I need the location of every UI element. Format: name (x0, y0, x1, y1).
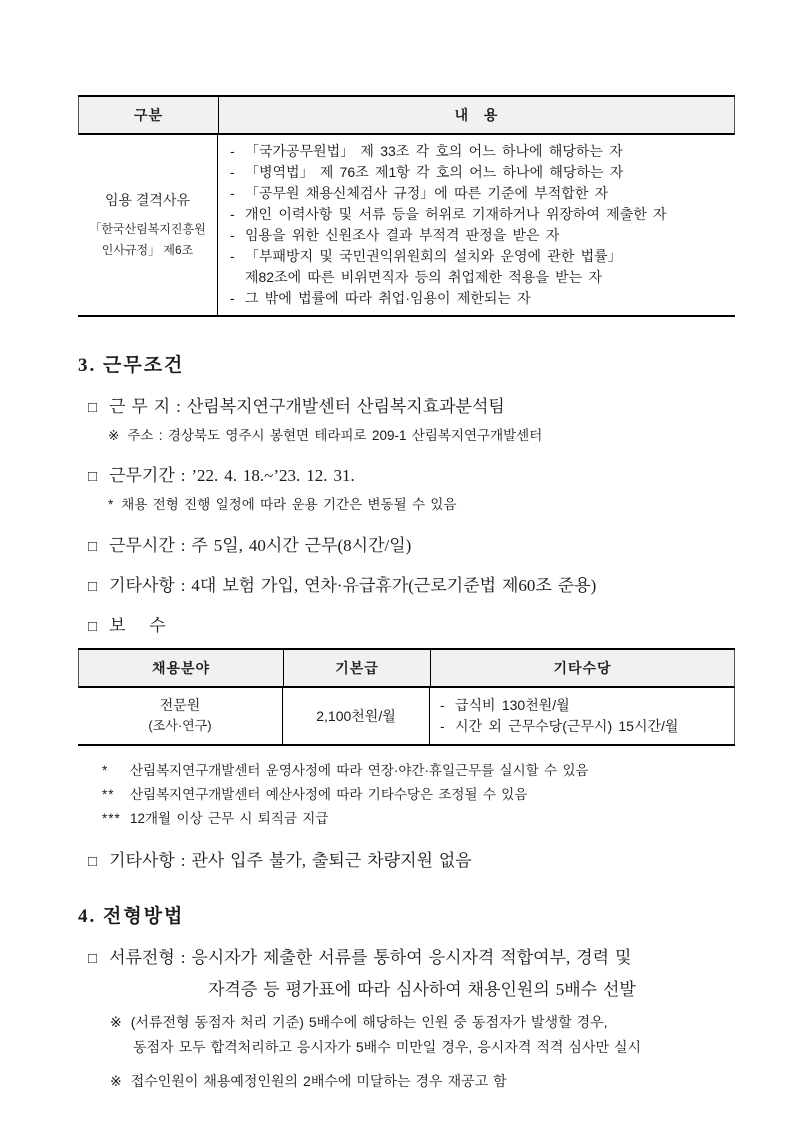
asterisk-icon: ** (102, 786, 115, 802)
salary-table-header (78, 650, 735, 688)
dash-bullet: - (230, 143, 235, 159)
document-screening-item-line2: 자격증 등 평가표에 따라 심사하여 채용인원의 5배수 선발 (208, 979, 636, 999)
list-item: - 개인 이력사항 및 서류 등을 허위로 기재하거나 위장하여 제출한 자 (230, 204, 727, 225)
list-item: - 「국가공무원법」 제 33조 각 호의 어느 하나에 해당하는 자 (230, 141, 727, 162)
section-4-title: 4. 전형방법 (78, 905, 185, 927)
table-row (78, 688, 735, 744)
col-header-content: 내 용 (218, 97, 735, 135)
disqualification-table-header (78, 97, 735, 135)
list-item: - 「병역법」 제 76조 제1항 각 호의 어느 하나에 해당하는 자 (230, 162, 727, 183)
list-item: - 「부패방지 및 국민권익위원회의 설치와 운영에 관한 법률」 (230, 246, 727, 267)
list-item: - 임용을 위한 신원조사 결과 부적격 판정을 받은 자 (230, 225, 727, 246)
dash-bullet: - (230, 290, 235, 306)
dash-bullet: - (230, 164, 235, 180)
section-3-title: 3. 근무조건 (78, 355, 185, 376)
dash-bullet: - (440, 696, 445, 713)
list-item: - 그 밖에 법률에 따라 취업·임용이 제한되는 자 (230, 288, 727, 309)
square-bullet-icon: □ (88, 578, 98, 595)
document-screening-item: □ 서류전형 : 응시자가 제출한 서류를 통하여 응시자격 적합여부, 경력 및 (88, 947, 632, 967)
etc-item: □ 기타사항 : 관사 입주 불가, 출퇴근 차량지원 없음 (88, 850, 472, 870)
table-row (78, 135, 735, 315)
dash-bullet: - (230, 227, 235, 243)
disqualification-table (78, 95, 735, 317)
asterisk-icon: * (108, 497, 114, 513)
square-bullet-icon: □ (88, 618, 98, 635)
dash-bullet: - (230, 206, 235, 222)
reference-mark-icon: ※ (110, 1072, 122, 1089)
square-bullet-icon: □ (88, 469, 98, 486)
footnote: *** 12개월 이상 근무 시 퇴직금 지급 (102, 807, 736, 831)
square-bullet-icon: □ (88, 400, 98, 416)
category-subtitle: 「한국산림복지진흥원 인사규정」 제6조 (89, 221, 206, 257)
col-header-category: 구분 (78, 97, 218, 135)
footnote: ** 산림복지연구개발센터 예산사정에 따라 기타수당은 조정될 수 있음 (102, 783, 736, 807)
category-title: 임용 결격사유 (104, 191, 191, 208)
pay-item: □ 보 수 (88, 615, 166, 635)
reannouncement-note: ※ 접수인원이 채용예정인원의 2배수에 미달하는 경우 재공고 함 (110, 1071, 736, 1093)
reference-mark-icon: ※ (110, 1013, 122, 1030)
screening-note: ※ (서류전형 동점자 처리 기준) 5배수에 해당하는 인원 중 동점자가 발생할 경우, (110, 1012, 736, 1034)
dash-bullet: - (230, 248, 235, 264)
work-hours-item: □ 근무시간 : 주 5일, 40시간 근무(8시간/일) (88, 535, 412, 555)
allowance-item: - 급식비 130천원/월 (440, 695, 728, 716)
dash-bullet: - (230, 185, 235, 201)
col-header-allowance: 기타수당 (430, 650, 735, 688)
salary-footnotes (102, 759, 736, 831)
reference-mark-icon: ※ (108, 428, 120, 443)
asterisk-icon: *** (102, 810, 121, 826)
col-header-base-pay: 기본급 (283, 650, 430, 688)
square-bullet-icon: □ (88, 538, 98, 555)
square-bullet-icon: □ (88, 950, 98, 967)
work-period-item: □ 근무기간 : ’22. 4. 18.~’23. 12. 31. (88, 466, 355, 486)
allowance-cell (430, 688, 735, 744)
allowance-item: - 시간 외 근무수당(근무시) 15시간/월 (440, 716, 728, 737)
period-note: * 채용 전형 진행 일정에 따라 운용 기간은 변동될 수 있음 (108, 495, 736, 515)
asterisk-icon: * (102, 762, 109, 778)
list-item-continuation: 제82조에 따른 비위면직자 등의 취업제한 적용을 받는 자 (245, 269, 602, 285)
col-header-field: 채용분야 (78, 650, 283, 688)
list-item: - 「공무원 채용신체검사 규정」에 따른 기준에 부적합한 자 (230, 183, 727, 204)
screening-note-line2: 동점자 모두 합격처리하고 응시자가 5배수 미만일 경우, 응시자격 적격 심사만 실시 (133, 1039, 642, 1056)
dash-bullet: - (440, 717, 445, 734)
square-bullet-icon: □ (88, 853, 98, 870)
salary-table (78, 648, 735, 746)
category-cell (78, 135, 218, 315)
base-pay-cell: 2,100천원/월 (283, 688, 430, 744)
address-note: ※ 주소 : 경상북도 영주시 봉현면 테라피로 209-1 산림복지연구개발센터 (108, 426, 736, 446)
footnote: * 산림복지연구개발센터 운영사정에 따라 연장·야간·휴일근무를 실시할 수 있음 (102, 759, 736, 783)
work-place-item: □ 근 무 지 : 산림복지연구개발센터 산림복지효과분석팀 (88, 397, 505, 416)
content-cell (218, 135, 735, 315)
benefits-item: □ 기타사항 : 4대 보험 가입, 연차·유급휴가(근로기준법 제60조 준용) (88, 575, 597, 595)
field-cell: 전문원 (조사·연구) (78, 688, 283, 744)
